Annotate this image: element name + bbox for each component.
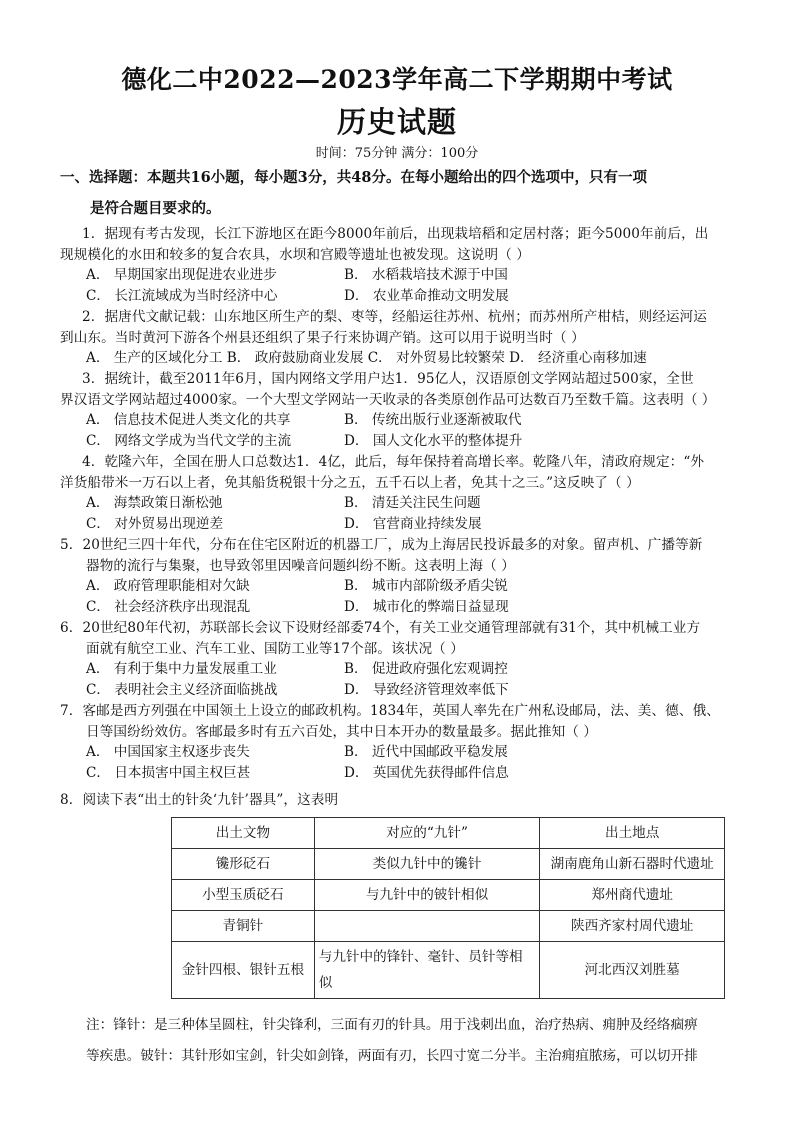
- exam-meta: 时间：75分钟 满分：100分: [315, 146, 479, 161]
- question-stem-line: 8．阅读下表“出土的针灸‘九针’器具”，这表明: [60, 792, 339, 808]
- question-stem-line: 6．20世纪80年代初，苏联部长会议下设财经部委74个，有关工业交通管理部就有31个，其中机械工业方: [60, 620, 701, 636]
- option-c[interactable]: C． 对外贸易出现逆差: [86, 516, 224, 532]
- question-2-options: [86, 348, 726, 369]
- option-b[interactable]: B． 清廷关注民生问题: [344, 495, 481, 511]
- table-header-row: [172, 818, 725, 849]
- option-b[interactable]: B． 城市内部阶级矛盾尖锐: [344, 578, 508, 594]
- option-d[interactable]: D． 导致经济管理效率低下: [344, 682, 509, 698]
- table-cell: 小型玉质砭石: [172, 880, 315, 911]
- question-7: [60, 701, 728, 743]
- question-4-options: [86, 493, 726, 535]
- table-cell: 类似九针中的镵针: [314, 849, 540, 880]
- table-cell: 与九针中的锋针、毫针、员针等相似: [314, 942, 540, 999]
- question-stem-line: 面就有航空工业、汽车工业、国防工业等17个部。该状况（ ）: [86, 641, 464, 657]
- question-3-options: [86, 410, 726, 452]
- table-row: [172, 880, 725, 911]
- option-c[interactable]: C． 社会经济秩序出现混乱: [86, 599, 251, 615]
- exam-title: 德化二中2022—2023学年高二下学期期中考试: [121, 65, 673, 94]
- question-1-options: [86, 265, 726, 307]
- options-line[interactable]: A． 生产的区域化分工 B． 政府鼓励商业发展 C． 对外贸易比较繁荣 D． 经济重心南移加速: [86, 350, 647, 366]
- question-6-options: [86, 659, 726, 701]
- table-cell: 陕西齐家村周代遗址: [540, 911, 725, 942]
- question-2: [60, 307, 728, 349]
- section-heading-line2: 是符合题目要求的。: [90, 200, 221, 217]
- question-stem-line: 2．据唐代文献记载：山东地区所生产的梨、枣等，经船运往苏州、杭州；而苏州所产柑桔，则经运河运: [82, 309, 707, 325]
- option-a[interactable]: A． 早期国家出现促进农业进步: [86, 267, 277, 283]
- table-row: [172, 911, 725, 942]
- table-header-cell: 出土文物: [172, 818, 315, 849]
- question-stem-line: 5．20世纪三四十年代，分布在住宅区附近的机器工厂，成为上海居民投诉最多的对象。留声机、广播等新: [60, 537, 703, 553]
- option-a[interactable]: A． 中国国家主权逐步丧失: [86, 744, 250, 760]
- question-5-options: [86, 576, 726, 618]
- question-stem-line: 到山东。当时黄河下游各个州县还组织了果子行来协调产销。这可以用于说明当时（ ）: [60, 330, 585, 346]
- note-line: 等疾患。铍针：其针形如宝剑，针尖如剑锋，两面有刃，长四寸宽二分半。主治痈疽脓疡，可以切开排: [86, 1048, 698, 1064]
- question-1: [60, 224, 728, 266]
- table-header-cell: 出土地点: [540, 818, 725, 849]
- question-stem-line: 界汉语文学网站超过4000家。一个大型文学网站一天收录的各类原创作品可达数百乃至数千篇。这表明（ ）: [60, 392, 716, 408]
- option-a[interactable]: A． 海禁政策日渐松弛: [86, 495, 223, 511]
- option-b[interactable]: B． 促进政府强化宏观调控: [344, 661, 508, 677]
- question-3: [60, 369, 728, 411]
- table-note: [86, 1010, 726, 1072]
- option-c[interactable]: C． 日本损害中国主权巨甚: [86, 765, 251, 781]
- subject-title: 历史试题: [336, 105, 457, 139]
- note-line: 注：锋针：是三种体呈圆柱，针尖锋利，三面有刃的针具。用于浅刺出血，治疗热病、痈肿及经络痼痹: [86, 1017, 698, 1033]
- question-stem-line: 7．客邮是西方列强在中国领土上设立的邮政机构。1834年，英国人率先在广州私设邮局，法、美、德、俄、: [60, 703, 720, 719]
- option-b[interactable]: B． 传统出版行业逐渐被取代: [344, 412, 522, 428]
- question-stem-line: 洋货船带米一万石以上者，免其船货税银十分之五，五千石以上者，免其十之三。”这反映了（ ）: [60, 475, 640, 491]
- section-heading-line1: 一、选择题：本题共16小题，每小题3分，共48分。在每小题给出的四个选项中，只有一项: [60, 169, 647, 186]
- question-stem-line: 现规模化的水田和较多的复合农具，水坝和宫殿等遗址也被发现。这说明（ ）: [60, 247, 531, 263]
- table-cell: [314, 911, 540, 942]
- acupuncture-table: [171, 817, 725, 999]
- question-stem-line: 4．乾隆六年，全国在册人口总数达1．4亿，此后，每年保持着高增长率。乾隆八年，清政府规定：“外: [82, 454, 705, 470]
- option-d[interactable]: D． 城市化的弊端日益显现: [344, 599, 509, 615]
- question-stem-line: 3．据统计，截至2011年6月，国内网络文学用户达1．95亿人，汉语原创文学网站超过500家，全世: [82, 371, 694, 387]
- table-cell: 郑州商代遗址: [540, 880, 725, 911]
- question-4: [60, 452, 728, 494]
- question-8: [60, 790, 728, 811]
- question-7-options: [86, 742, 726, 784]
- question-6: [60, 618, 728, 660]
- option-c[interactable]: C． 网络文学成为当代文学的主流: [86, 433, 292, 449]
- option-d[interactable]: D． 英国优先获得邮件信息: [344, 765, 509, 781]
- question-stem-line: 器物的流行与集聚，也导致邻里因噪音问题纠纷不断。这表明上海（ ）: [86, 558, 515, 574]
- option-c[interactable]: C． 表明社会主义经济面临挑战: [86, 682, 278, 698]
- question-stem-line: 1．据现有考古发现，长江下游地区在距今8000年前后，出现栽培稻和定居村落；距今5000年前后，出: [82, 226, 709, 242]
- option-a[interactable]: A． 政府管理职能相对欠缺: [86, 578, 250, 594]
- option-a[interactable]: A． 信息技术促进人类文化的共享: [86, 412, 291, 428]
- table-cell: 金针四根、银针五根: [172, 942, 315, 999]
- table-cell: 青铜针: [172, 911, 315, 942]
- table-cell: 镵形砭石: [172, 849, 315, 880]
- option-c[interactable]: C． 长江流域成为当时经济中心: [86, 288, 278, 304]
- option-d[interactable]: D． 国人文化水平的整体提升: [344, 433, 523, 449]
- table-row: [172, 849, 725, 880]
- table-header-cell: 对应的“九针”: [314, 818, 540, 849]
- option-b[interactable]: B． 水稻栽培技术源于中国: [344, 267, 508, 283]
- option-d[interactable]: D． 官营商业持续发展: [344, 516, 482, 532]
- table-cell: 与九针中的铍针相似: [314, 880, 540, 911]
- option-d[interactable]: D． 农业革命推动文明发展: [344, 288, 509, 304]
- table-cell: 湖南鹿角山新石器时代遗址: [540, 849, 725, 880]
- option-a[interactable]: A． 有利于集中力量发展重工业: [86, 661, 277, 677]
- question-5: [60, 535, 728, 577]
- table-row: [172, 942, 725, 999]
- table-cell: 河北西汉刘胜墓: [540, 942, 725, 999]
- section-heading: [60, 162, 740, 224]
- question-stem-line: 日等国纷纷效仿。客邮最多时有五六百处，其中日本开办的数量最多。据此推知（ ）: [86, 724, 598, 740]
- option-b[interactable]: B． 近代中国邮政平稳发展: [344, 744, 508, 760]
